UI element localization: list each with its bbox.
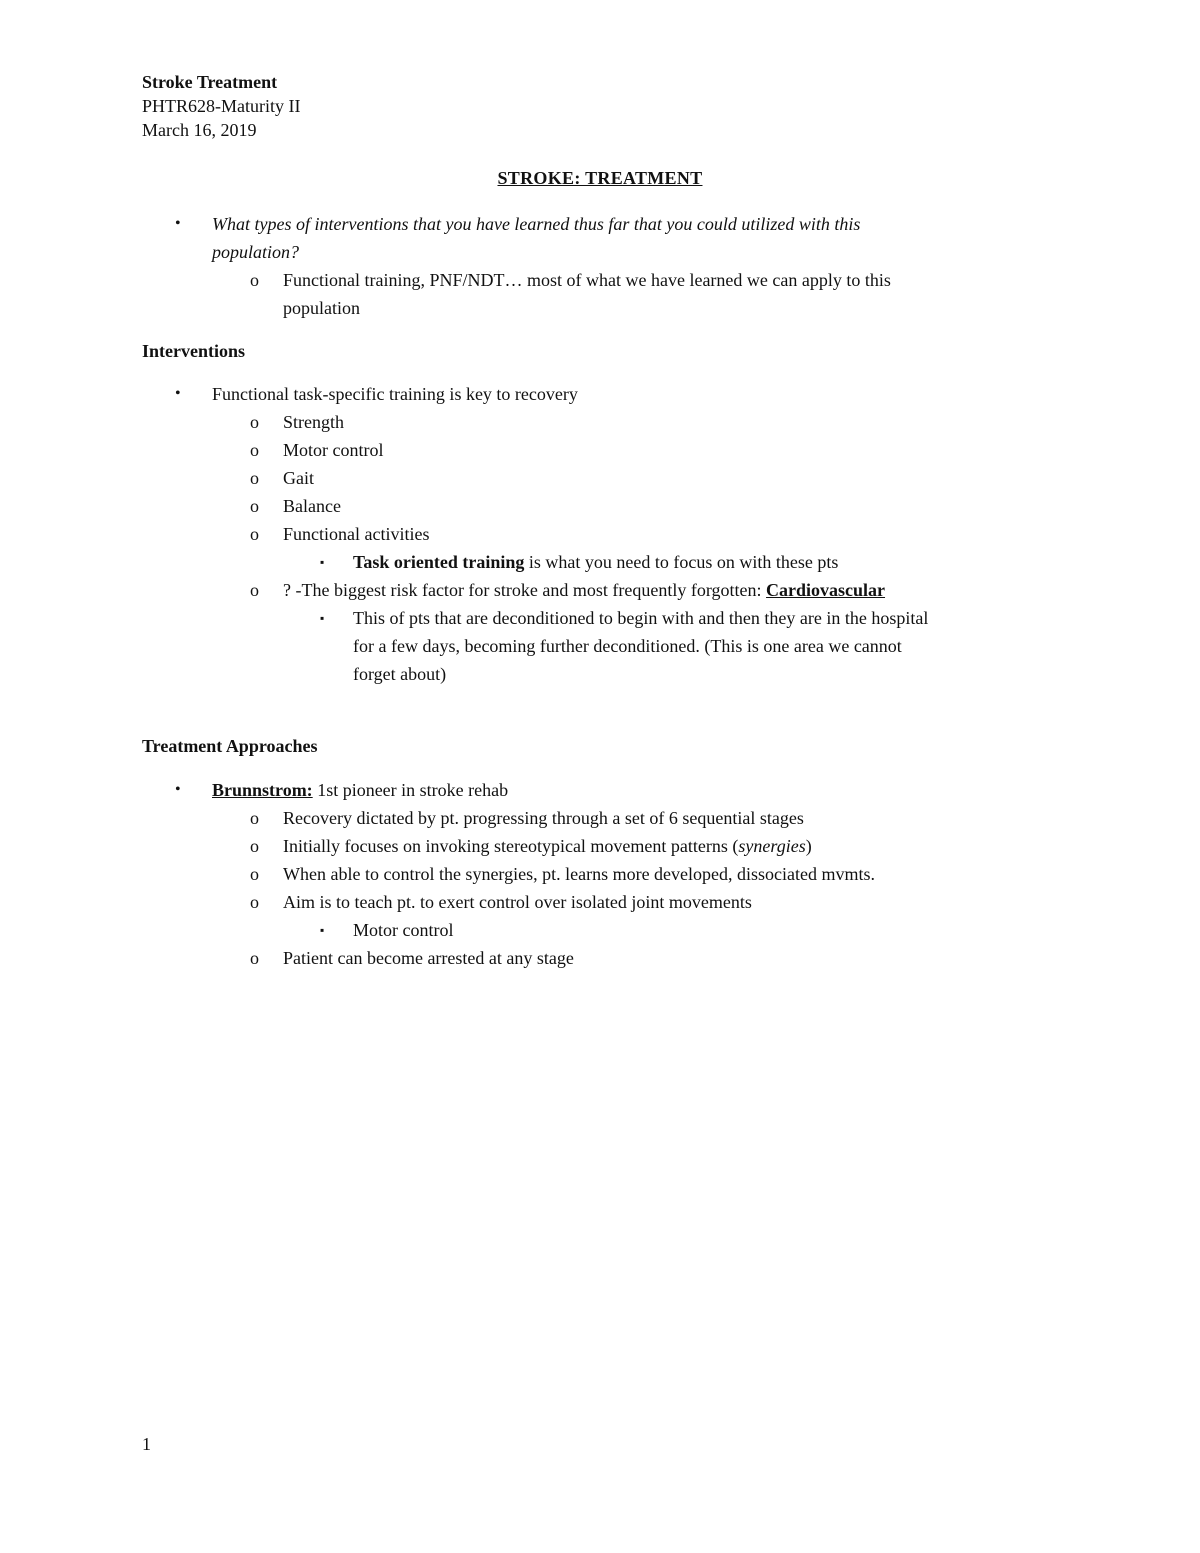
brunnstrom-point: When able to control the synergies, pt. learns more developed, dissociated mvmts. — [283, 864, 876, 884]
risk-factor-line — [283, 578, 885, 602]
synergies-pre: Initially focuses on invoking stereotypical movement patterns ( — [283, 836, 739, 856]
bullet-marker: • — [175, 781, 181, 798]
square-marker: ▪ — [320, 923, 325, 937]
circle-marker: o — [250, 412, 259, 432]
task-oriented-rest: is what you need to focus on with these pts — [524, 552, 839, 572]
header-title: Stroke Treatment — [142, 72, 278, 92]
list-item: Gait — [283, 468, 314, 488]
task-oriented-line — [353, 550, 838, 574]
brunnstrom-line — [212, 778, 508, 802]
circle-marker: o — [250, 440, 259, 460]
deconditioned-line1: This of pts that are deconditioned to begin with and then they are in the hospital — [353, 608, 929, 628]
list-item: Functional activities — [283, 524, 430, 544]
circle-marker: o — [250, 524, 259, 544]
synergies-post: ) — [805, 836, 812, 856]
brunnstrom-text: 1st pioneer in stroke rehab — [312, 780, 509, 800]
circle-marker: o — [250, 892, 259, 912]
list-item: Motor control — [283, 440, 384, 460]
page-number: 1 — [142, 1434, 151, 1454]
circle-marker: o — [250, 864, 259, 884]
circle-marker: o — [250, 808, 259, 828]
document-title: STROKE: TREATMENT — [497, 168, 703, 188]
square-marker: ▪ — [320, 611, 325, 625]
list-item: Strength — [283, 412, 344, 432]
intro-question-line1: What types of interventions that you have learned thus far that you could utilized with this — [212, 214, 861, 234]
synergies-italic: synergies — [738, 836, 806, 856]
header-date: March 16, 2019 — [142, 120, 257, 140]
header-course: PHTR628-Maturity II — [142, 96, 301, 116]
bullet-marker: • — [175, 385, 181, 402]
interventions-heading: Interventions — [142, 341, 245, 361]
bullet-marker: • — [175, 215, 181, 232]
circle-marker: o — [250, 580, 259, 600]
brunnstrom-synergies-line — [283, 834, 812, 858]
cardiovascular-label: Cardiovascular — [766, 580, 886, 600]
intro-answer-line1: Functional training, PNF/NDT… most of what we have learned we can apply to this — [283, 270, 891, 290]
brunnstrom-point: Aim is to teach pt. to exert control over isolated joint movements — [283, 892, 752, 912]
circle-marker: o — [250, 496, 259, 516]
brunnstrom-point: Recovery dictated by pt. progressing through a set of 6 sequential stages — [283, 808, 804, 828]
deconditioned-line3: forget about) — [353, 664, 447, 684]
intro-question-line2: population? — [212, 242, 300, 262]
task-oriented-bold: Task oriented training — [353, 552, 525, 572]
circle-marker: o — [250, 836, 259, 856]
square-marker: ▪ — [320, 555, 325, 569]
circle-marker: o — [250, 270, 259, 290]
intro-answer-line2: population — [283, 298, 360, 318]
circle-marker: o — [250, 948, 259, 968]
circle-marker: o — [250, 468, 259, 488]
motor-control-item: Motor control — [353, 920, 454, 940]
brunnstrom-point: Patient can become arrested at any stage — [283, 948, 574, 968]
interventions-main-point: Functional task-specific training is key to recovery — [212, 384, 578, 404]
risk-factor-text: ? -The biggest risk factor for stroke and most frequently forgotten: — [283, 580, 767, 600]
list-item: Balance — [283, 496, 341, 516]
treatment-approaches-heading: Treatment Approaches — [142, 736, 318, 756]
brunnstrom-label: Brunnstrom: — [212, 780, 313, 800]
deconditioned-line2: for a few days, becoming further deconditioned. (This is one area we cannot — [353, 636, 902, 656]
